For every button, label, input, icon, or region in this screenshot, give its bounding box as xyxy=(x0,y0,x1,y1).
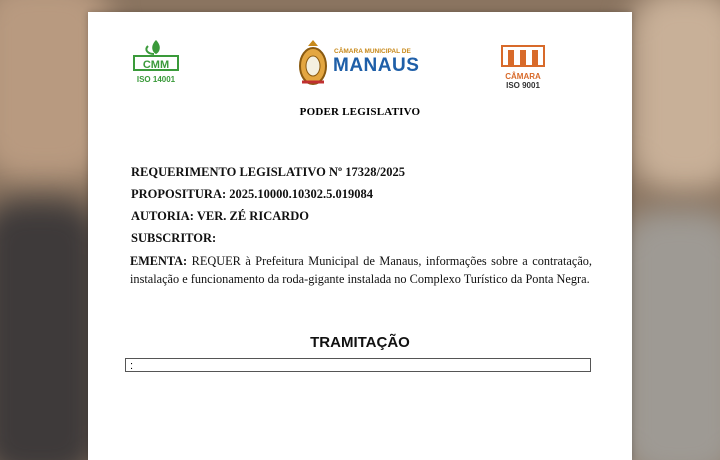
iso9001-top: CÂMARA xyxy=(505,72,541,81)
tramitacao-title: TRAMITAÇÃO xyxy=(310,334,410,351)
requerimento-number: REQUERIMENTO LEGISLATIVO Nº 17328/2025 xyxy=(131,165,405,179)
camara-building-icon xyxy=(500,42,546,68)
document-page xyxy=(88,12,632,460)
ementa-label: EMENTA: xyxy=(130,254,188,268)
subscritor: SUBSCRITOR: xyxy=(131,231,217,245)
heading-poder-legislativo: PODER LEGISLATIVO xyxy=(299,106,421,118)
ementa xyxy=(130,253,592,288)
tramitacao-field: : xyxy=(125,358,591,372)
iso9001-bottom: ISO 9001 xyxy=(506,81,540,90)
iso9001-logo xyxy=(500,42,546,88)
ementa-text: REQUER à Prefeitura Municipal de Manaus, informações sobre a contratação, instalação e funcionamento da roda-gigante instalada no Complexo Turístico da Ponta Negra. xyxy=(130,254,592,286)
iso14001-logo xyxy=(130,38,182,90)
manaus-logo-main: MANAUS xyxy=(333,55,420,76)
svg-text:CMM: CMM xyxy=(142,59,170,71)
iso14001-label: ISO 14001 xyxy=(136,75,176,84)
manaus-logo-top: CÂMARA MUNICIPAL DE xyxy=(334,48,411,55)
cmm-leaf-icon xyxy=(130,38,182,72)
manaus-logo xyxy=(296,38,436,88)
autoria: AUTORIA: VER. ZÉ RICARDO xyxy=(131,209,310,223)
coat-of-arms-icon xyxy=(296,38,330,88)
propositura: PROPOSITURA: 2025.10000.10302.5.019084 xyxy=(131,187,374,201)
